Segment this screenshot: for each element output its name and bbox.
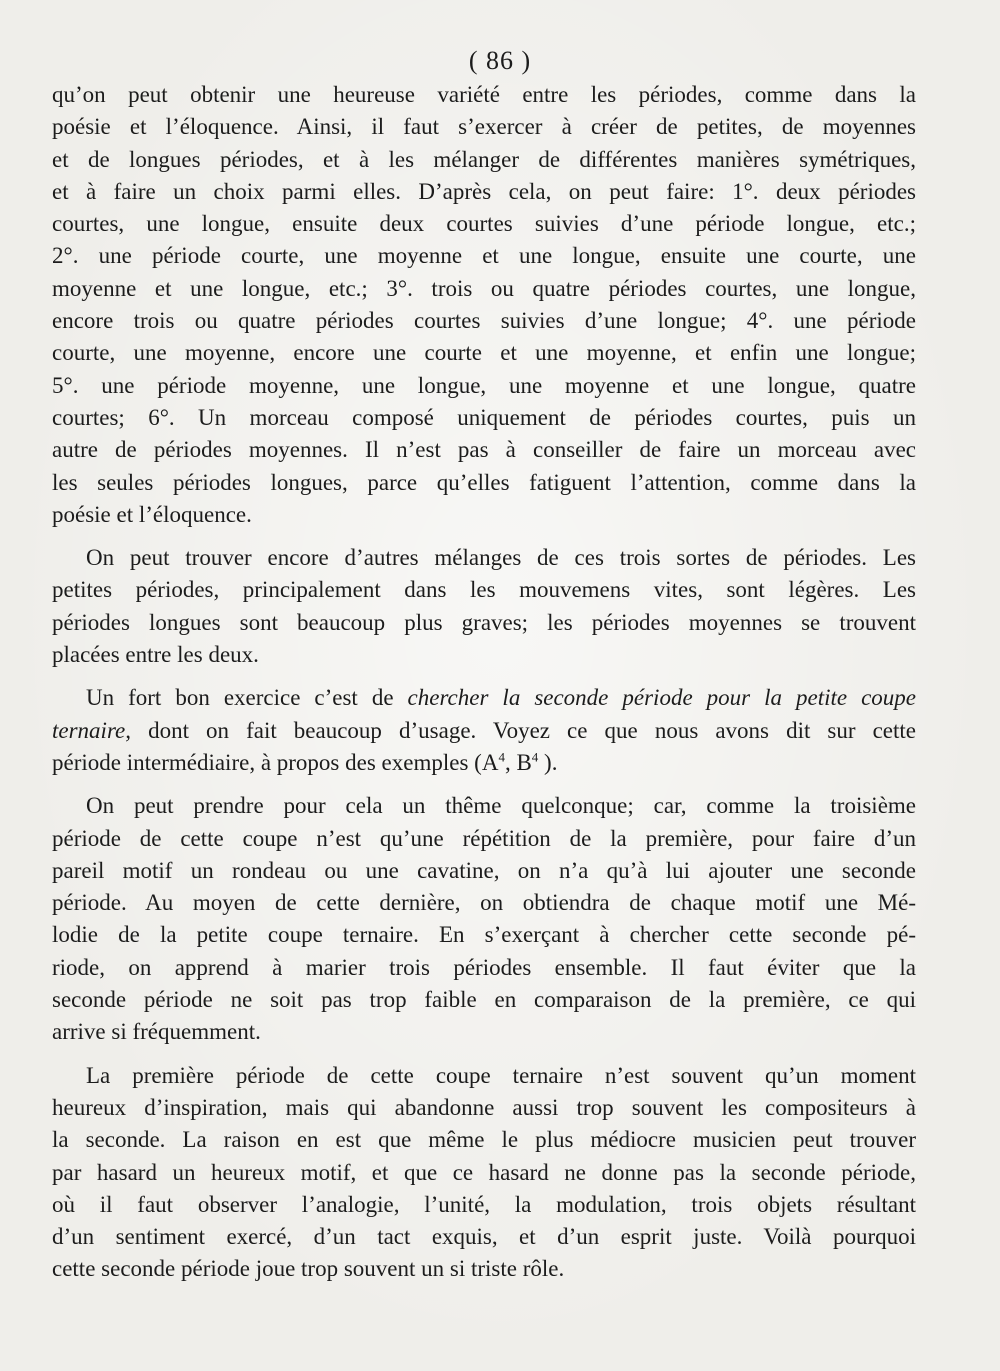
paragraph-3 [52, 682, 916, 779]
text-line: et de longues périodes, et à les mélanger de différentes manières symétriques, [52, 146, 916, 172]
text-line: cette seconde période joue trop souvent un si triste rôle. [52, 1256, 565, 1282]
text-line: 5°. une période moyenne, une longue, une moyenne et une longue, quatre [52, 372, 916, 398]
text-line: période de cette coupe n’est qu’une répétition de la première, pour faire d’un [52, 825, 916, 851]
italic-phrase: chercher la seconde période pour la petite coupe [407, 685, 916, 711]
text-line: d’un sentiment exercé, d’un tact exquis, et d’un esprit juste. Voilà pourquoi [52, 1224, 916, 1250]
text-run: période intermédiaire, à propos des exemples (A [52, 749, 499, 775]
text-line: les seules périodes longues, parce qu’elles fatiguent l’attention, comme dans la [52, 469, 916, 495]
text-line: petites périodes, principalement dans les mouvemens vites, sont légères. Les [52, 577, 916, 603]
superscript: 4 [498, 749, 505, 765]
text-line: pareil motif un rondeau ou une cavatine, on n’a qu’à lui ajouter une seconde [52, 857, 916, 883]
text-run: Un fort bon exercice c’est de [86, 685, 408, 711]
text-line [52, 747, 916, 779]
text-line: et à faire un choix parmi elles. D’après cela, on peut faire: 1°. deux périodes [52, 178, 916, 204]
text-line: riode, on apprend à marier trois périodes ensemble. Il faut éviter que la [52, 954, 916, 980]
superscript: 4 [531, 749, 539, 765]
text-run: dont on fait beaucoup d’usage. Voyez ce que nous avons dit sur cette [131, 717, 916, 743]
text-line: où il faut observer l’analogie, l’unité, la modulation, trois objets résultant [52, 1191, 916, 1217]
paragraph-1 [52, 79, 916, 531]
text-line: On peut prendre pour cela un thême quelconque; car, comme la troisième [86, 793, 916, 819]
text-line: périodes longues sont beaucoup plus graves; les périodes moyennes se trouvent [52, 609, 916, 635]
text-line: La première période de cette coupe ternaire n’est souvent qu’un moment [86, 1062, 916, 1088]
body-text [52, 79, 916, 1297]
text-line: lodie de la petite coupe ternaire. En s’exerçant à chercher cette seconde pé- [52, 922, 916, 948]
text-line: poésie et l’éloquence. [52, 501, 252, 527]
text-line: période. Au moyen de cette dernière, on obtiendra de chaque motif une Mé- [52, 890, 916, 916]
text-line: courtes; 6°. Un morceau composé uniquement de périodes courtes, puis un [52, 404, 916, 430]
text-line: courtes, une longue, ensuite deux courtes suivies d’une période longue, etc.; [52, 211, 916, 237]
text-line: poésie et l’éloquence. Ainsi, il faut s’exercer à créer de petites, de moyennes [52, 114, 916, 140]
text-line: qu’on peut obtenir une heureuse variété entre les périodes, comme dans la [52, 82, 916, 107]
paragraph-2 [52, 542, 916, 671]
text-line: On peut trouver encore d’autres mélanges de ces trois sortes de périodes. Les [86, 545, 916, 571]
paragraph-5 [52, 1060, 916, 1286]
text-line: arrive si fréquemment. [52, 1019, 261, 1045]
text-line: courte, une moyenne, encore une courte et une moyenne, et enfin une longue; [52, 340, 916, 366]
text-line: heureux d’inspiration, mais qui abandonne aussi trop souvent les compositeurs à [52, 1094, 916, 1120]
text-line: la seconde. La raison en est que même le plus médiocre musicien peut trouver [52, 1127, 916, 1153]
text-line: placées entre les deux. [52, 642, 259, 668]
italic-phrase: ternaire, [52, 717, 131, 743]
text-line: moyenne et une longue, etc.; 3°. trois ou quatre périodes courtes, une longue, [52, 275, 916, 301]
text-run: , B [504, 749, 532, 775]
text-line: seconde période ne soit pas trop faible en comparaison de la première, ce qui [52, 987, 916, 1013]
text-line [52, 682, 916, 714]
page-number: ( 86 ) [468, 46, 532, 75]
text-line: 2°. une période courte, une moyenne et une longue, ensuite une courte, une [52, 243, 916, 269]
text-line: autre de périodes moyennes. Il n’est pas à conseiller de faire un morceau avec [52, 437, 916, 463]
text-run: ). [538, 749, 558, 775]
text-line [52, 715, 916, 747]
text-line: encore trois ou quatre périodes courtes suivies d’une longue; 4°. une période [52, 308, 916, 334]
text-line: par hasard un heureux motif, et que ce hasard ne donne pas la seconde période, [52, 1159, 916, 1185]
paragraph-4 [52, 790, 916, 1048]
